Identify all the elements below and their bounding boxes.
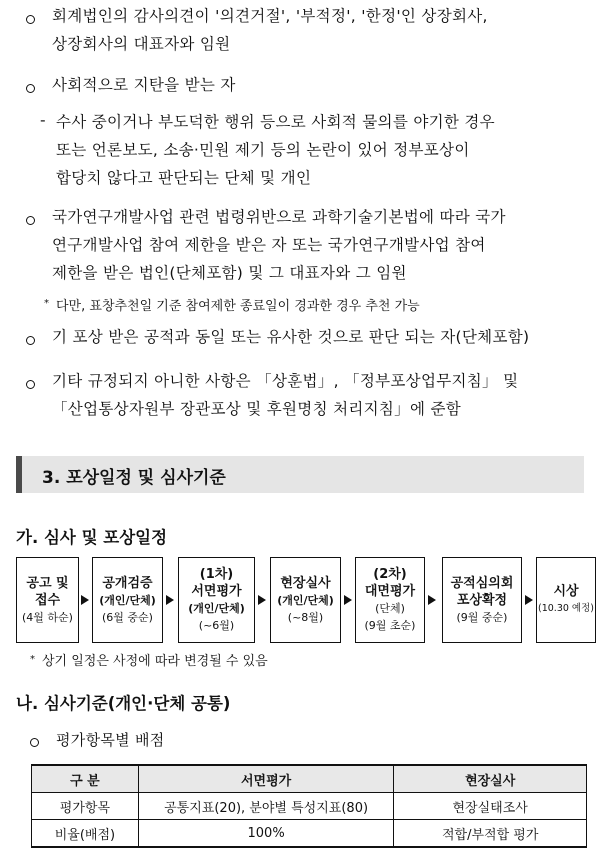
bullet-circle	[26, 216, 35, 225]
paragraph-6-line-1: 기타 규정되지 아니한 사항은 「상훈법」, 「정부포상업무지침」 및	[52, 372, 519, 390]
schedule-step-2	[92, 557, 163, 643]
arrow-right-icon	[258, 595, 266, 605]
schedule-step-1	[16, 557, 79, 643]
paragraph-1-line-1: 회계법인의 감사의견이 '의견거절', '부적정', '한정'인 상장회사,	[52, 7, 488, 25]
bullet-circle	[30, 738, 39, 747]
schedule-step-7	[536, 557, 596, 643]
header-site-inspection: 현장실사	[394, 765, 587, 793]
schedule-heading: 가. 심사 및 포상일정	[16, 528, 168, 547]
step-6-line-2: 포상확정	[456, 592, 508, 608]
note-asterisk: *	[44, 298, 49, 309]
step-6-line-1: 공적심의회	[450, 575, 514, 591]
schedule-step-3	[178, 557, 255, 643]
table-cell: 평가항목	[32, 793, 139, 820]
step-2-line-2: (개인/단체)	[99, 593, 156, 607]
paragraph-4-line-2: 연구개발사업 참여 제한을 받은 자 또는 국가연구개발사업 참여	[52, 236, 486, 254]
table-header-row	[32, 765, 587, 793]
step-6-date: (9월 중순)	[456, 610, 508, 624]
bullet-circle	[26, 84, 35, 93]
schedule-step-5	[355, 557, 425, 643]
paragraph-6-line-2: 「산업통상자원부 장관포상 및 후원명칭 처리지침」에 준함	[52, 400, 462, 418]
criteria-subheading: 평가항목별 배점	[56, 731, 165, 749]
criteria-heading: 나. 심사기준(개인·단체 공통)	[16, 694, 231, 713]
bullet-circle	[26, 15, 35, 24]
step-7-line-1: 시상	[553, 584, 579, 599]
step-3-line-1: 서면평가	[191, 584, 242, 599]
dash-marker: -	[40, 111, 46, 129]
paragraph-4-note: 다만, 표창추천일 기준 참여제한 종료일이 경과한 경우 추천 가능	[56, 299, 420, 314]
arrow-right-icon	[525, 595, 533, 605]
paragraph-5: 기 포상 받은 공적과 동일 또는 유사한 것으로 판단 되는 자(단체포함)	[52, 328, 530, 346]
step-5-line-0: (2차)	[373, 567, 407, 582]
paragraph-3-line-2: 또는 언론보도, 소송·민원 제기 등의 논란이 있어 정부포상이	[56, 141, 470, 159]
schedule-step-4	[270, 557, 341, 643]
paragraph-3-line-1: 수사 중이거나 부도덕한 행위 등으로 사회적 물의를 야기한 경우	[56, 113, 495, 131]
step-5-line-1: 대면평가	[364, 584, 416, 599]
step-2-date: (6월 중순)	[102, 610, 153, 624]
step-4-line-2: (개인/단체)	[277, 593, 334, 607]
step-5-date: (9월 초순)	[364, 619, 416, 632]
table-cell: 비율(배점)	[32, 820, 139, 848]
paragraph-1-line-2: 상장회사의 대표자와 임원	[52, 35, 231, 53]
table-row	[32, 793, 587, 820]
arrow-right-icon	[344, 595, 352, 605]
paragraph-4-line-1: 국가연구개발사업 관련 법령위반으로 과학기술기본법에 따라 국가	[52, 208, 506, 226]
bullet-circle	[26, 380, 35, 389]
table-cell: 현장실태조사	[394, 793, 587, 820]
table-cell: 적합/부적합 평가	[394, 820, 587, 848]
section-bar	[16, 456, 584, 493]
step-2-line-1: 공개검증	[102, 575, 153, 591]
step-1-date: (4월 하순)	[22, 610, 73, 624]
schedule-step-6	[442, 557, 522, 643]
step-5-line-2: (단체)	[375, 602, 405, 615]
header-category: 구 분	[32, 765, 139, 793]
note-asterisk: *	[30, 654, 35, 665]
step-1-line-2: 접수	[34, 592, 61, 608]
paragraph-3-line-3: 합당치 않다고 판단되는 단체 및 개인	[56, 169, 312, 187]
section-title: 3. 포상일정 및 심사기준	[42, 468, 226, 488]
step-3-line-0: (1차)	[199, 567, 234, 582]
arrow-right-icon	[81, 595, 89, 605]
schedule-note: 상기 일정은 사정에 따라 변경될 수 있음	[42, 654, 268, 669]
criteria-table	[31, 764, 587, 848]
step-4-line-1: 현장실사	[280, 575, 331, 591]
step-7-date: (10.30 예정)	[538, 603, 594, 614]
step-4-date: (~8월)	[287, 610, 324, 624]
header-document-review: 서면평가	[138, 765, 394, 793]
bullet-circle	[26, 336, 35, 345]
paragraph-4-line-3: 제한을 받은 법인(단체포함) 및 그 대표자와 그 임원	[52, 264, 407, 282]
step-3-date: (~6월)	[198, 619, 235, 632]
arrow-right-icon	[166, 595, 174, 605]
table-row	[32, 820, 587, 848]
table-cell: 공통지표(20), 분야별 특성지표(80)	[138, 793, 394, 820]
step-3-line-2: (개인/단체)	[188, 602, 245, 615]
paragraph-2: 사회적으로 지탄을 받는 자	[52, 76, 236, 94]
arrow-right-icon	[428, 595, 436, 605]
step-1-line-1: 공고 및	[26, 575, 69, 591]
table-cell: 100%	[138, 820, 394, 848]
